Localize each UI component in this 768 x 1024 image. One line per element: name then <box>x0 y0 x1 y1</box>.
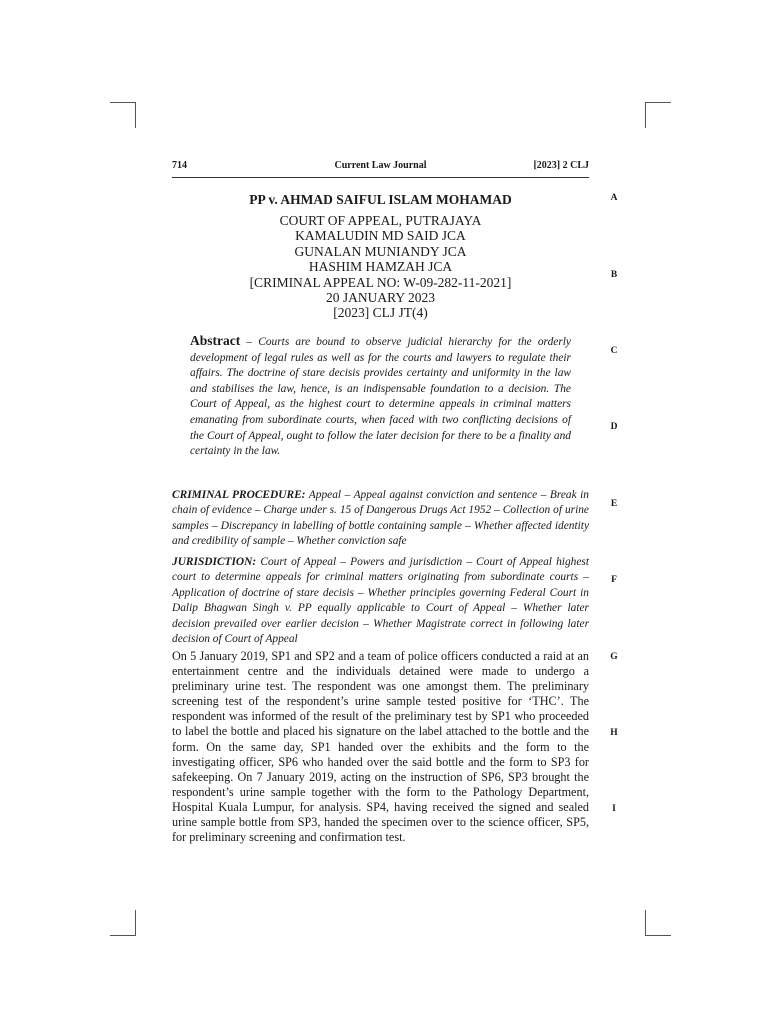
abstract-text: Courts are bound to observe judicial hierarchy for the orderly development of legal rules as well as for the courts and lawyers to regulate their affairs. The doctrine of stare decisis provides certainty and uniformity in the law and stabilises the law, hence, is an indispensable foundation to a decision. The Court of Appeal, as the highest court to determine appeals in criminal matters emanating from subordinate courts, when faced with two conflicting decisions of the Court of Appeal, ought to follow the later decision for there to be a finality and certainty in the law. <box>190 336 571 458</box>
catchword-text: Appeal – Appeal against conviction and sentence – Break in chain of evidence – Charge under s. 15 of Dangerous Drugs Act 1952 – Collection of urine samples – Discrepancy in labelling of bottle containing sample – Whether affected identity and credibility of sample – Whether conviction safe <box>172 489 590 548</box>
court-info <box>172 213 589 321</box>
running-header <box>172 160 589 176</box>
margin-letter-b: B <box>610 270 618 280</box>
crop-mark-bottom-right-h <box>645 935 671 936</box>
margin-letter-e: E <box>610 499 618 509</box>
abstract-dash: – <box>246 336 253 348</box>
catchword-jurisdiction <box>172 555 589 647</box>
crop-mark-top-left-h <box>110 102 136 103</box>
court-line: KAMALUDIN MD SAID JCA <box>295 228 466 244</box>
court-line: COURT OF APPEAL, PUTRAJAYA <box>279 213 482 228</box>
abstract <box>190 333 571 460</box>
margin-letter-i: I <box>612 804 616 814</box>
margin-letter-c: C <box>610 346 618 356</box>
crop-mark-bottom-left-v <box>135 910 136 936</box>
margin-letter-d: D <box>610 422 618 432</box>
crop-mark-top-left-v <box>135 102 136 128</box>
journal-name: Current Law Journal <box>334 160 427 171</box>
journal-citation: [2023] 2 CLJ <box>533 160 589 171</box>
case-title: PP v. AHMAD SAIFUL ISLAM MOHAMAD <box>249 192 512 207</box>
margin-letter-a: A <box>610 193 618 203</box>
catchword-label: JURISDICTION: <box>172 556 257 568</box>
catchword-label: CRIMINAL PROCEDURE: <box>172 489 306 501</box>
page-number: 714 <box>172 160 187 171</box>
margin-letter-h: H <box>610 728 618 738</box>
crop-mark-bottom-right-v <box>645 910 646 936</box>
crop-mark-top-right-h <box>645 102 671 103</box>
court-line: [2023] CLJ JT(4) <box>333 305 428 321</box>
catchword-text: Court of Appeal – Powers and jurisdiction – Court of Appeal highest court to determine appeals for criminal matters originating from subordinate courts – Application of doctrine of stare decisis – Whether principles governing Federal Court in Dalip Bhagwan Singh v. PP equally applicable to Court of Appeal – Whether later decision prevailed over earlier decision – Whether Magistrate correct in following later decision of Court of Appeal <box>172 556 589 646</box>
abstract-label: Abstract <box>190 333 241 348</box>
body-paragraph: On 5 January 2019, SP1 and SP2 and a team of police officers conducted a raid at an entertainment centre and the individuals detained were made to undergo a preliminary urine test. The respondent was one amongst them. The preliminary screening test of the respondent’s urine sample tested positive for ‘THC’. The respondent was informed of the result of the preliminary test by SP1 who proceeded to label the bottle and placed his signature on the label attached to the bottle and the form. On the same day, SP1 handed over the exhibits and the form to the investigating officer, SP6 who handed over the said bottle and the form to SP3 for safekeeping. On 7 January 2019, acting on the instruction of SP6, SP3 brought the respondent’s urine sample together with the form to the Pathology Department, Hospital Kuala Lumpur, for analysis. SP4, having received the signed and sealed urine sample bottle from SP3, handed the specimen over to the science officer, SP5, for preliminary screening and confirmation test. <box>172 649 589 845</box>
court-line: GUNALAN MUNIANDY JCA <box>294 243 467 259</box>
header-rule <box>172 177 589 178</box>
crop-mark-top-right-v <box>645 102 646 128</box>
crop-mark-bottom-left-h <box>110 935 136 936</box>
catchword-criminal-procedure <box>172 488 589 550</box>
court-line: HASHIM HAMZAH JCA <box>308 259 453 275</box>
margin-letter-f: F <box>611 575 617 585</box>
court-line: [CRIMINAL APPEAL NO: W-09-282-11-2021] <box>249 274 512 290</box>
court-line: 20 JANUARY 2023 <box>325 290 435 306</box>
margin-letter-g: G <box>610 652 618 662</box>
